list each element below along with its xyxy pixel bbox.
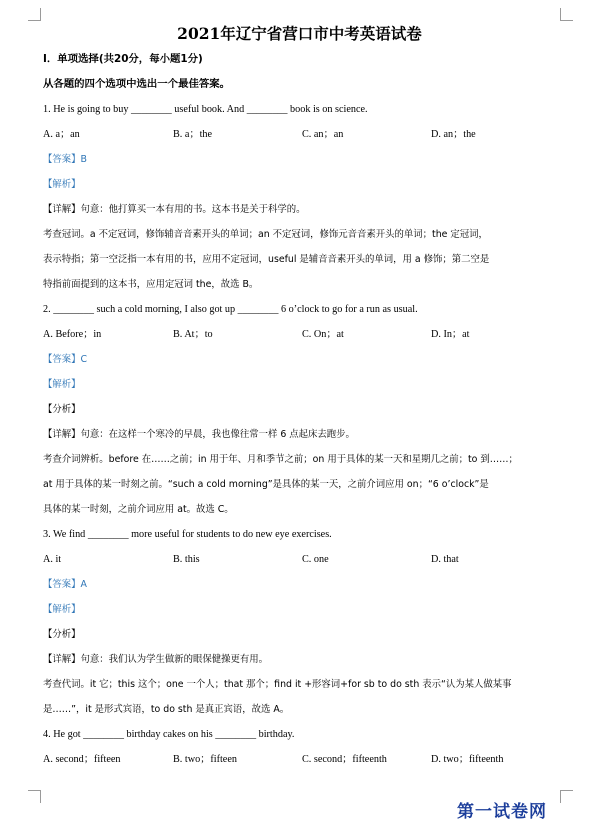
q4-option-b: B. two；fifteen: [173, 754, 237, 765]
q2-detail-line: at 用于具体的某一时刻之前。“such a cold morning”是具体的某一天，之前介词应用 on；“6 o’clock”是: [43, 479, 489, 490]
q4-option-c: C. second；fifteenth: [302, 754, 387, 765]
q2-fenxi-tag: 【分析】: [43, 404, 81, 415]
q1-answer: 【答案】B: [43, 154, 87, 165]
q2-option-c: C. On；at: [302, 329, 344, 340]
q4-option-d: D. two；fifteenth: [431, 754, 504, 765]
crop-mark-top-left: [28, 8, 41, 21]
question-1-stem: 1. He is going to buy ________ useful book. And ________ book is on science.: [43, 104, 368, 115]
q4-option-a: A. second；fifteen: [43, 754, 121, 765]
q2-detail-line: 考查介词辨析。before 在……之前；in 用于年、月和季节之前；on 用于具体的某一天和星期几之前；to 到……；: [43, 454, 518, 465]
site-watermark: 第一试卷网: [457, 802, 547, 822]
q1-option-d: D. an；the: [431, 129, 476, 140]
q3-analysis-tag: 【解析】: [43, 604, 81, 615]
q2-analysis-tag: 【解析】: [43, 379, 81, 390]
crop-mark-top-right: [560, 8, 573, 21]
crop-mark-bottom-left: [28, 790, 41, 803]
question-3-stem: 3. We find ________ more useful for students to do new eye exercises.: [43, 529, 332, 540]
q1-option-a: A. a；an: [43, 129, 80, 140]
section-heading: I．单项选择(共20分，每小题1分): [43, 53, 203, 65]
q2-option-a: A. Before；in: [43, 329, 102, 340]
q3-detail-line: 是……”，it 是形式宾语，to do sth 是真正宾语，故选 A。: [43, 704, 290, 715]
q3-option-a: A. it: [43, 554, 62, 565]
q2-option-d: D. In；at: [431, 329, 470, 340]
q2-answer: 【答案】C: [43, 354, 88, 365]
q1-option-b: B. a；the: [173, 129, 213, 140]
q3-option-d: D. that: [431, 554, 459, 565]
q3-detail-line: 【详解】句意：我们认为学生做新的眼保健操更有用。: [43, 654, 269, 665]
section-instruction: 从各题的四个选项中选出一个最佳答案。: [43, 78, 231, 90]
q3-option-b: B. this: [173, 554, 200, 565]
crop-mark-bottom-right: [560, 790, 573, 803]
page-title: 2021年辽宁省营口市中考英语试卷: [177, 24, 422, 43]
q1-detail-line: 特指前面提到的这本书，应用定冠词 the，故选 B。: [43, 279, 259, 290]
question-4-stem: 4. He got ________ birthday cakes on his ________ birthday.: [43, 729, 295, 740]
q1-analysis-tag: 【解析】: [43, 179, 81, 190]
q1-detail-line: 【详解】句意：他打算买一本有用的书。这本书是关于科学的。: [43, 204, 306, 215]
q3-answer: 【答案】A: [43, 579, 87, 590]
q3-detail-line: 考查代词。it 它；this 这个；one 一个人；that 那个；find it +形容词+for sb to do sth 表示“认为某人做某事: [43, 679, 512, 690]
q1-detail-line: 表示特指；第一空泛指一本有用的书，应用不定冠词，useful 是辅音音素开头的单词，用 a 修饰；第二空是: [43, 254, 490, 265]
q1-option-c: C. an；an: [302, 129, 344, 140]
q3-fenxi-tag: 【分析】: [43, 629, 81, 640]
q1-detail-line: 考查冠词。a 不定冠词，修饰辅音音素开头的单词；an 不定冠词，修饰元音音素开头的单词；the 定冠词，: [43, 229, 488, 240]
q3-option-c: C. one: [302, 554, 329, 565]
q2-detail-line: 具体的某一时刻，之前介词应用 at。故选 C。: [43, 504, 234, 515]
q2-option-b: B. At；to: [173, 329, 213, 340]
q2-detail-line: 【详解】句意：在这样一个寒冷的早晨，我也像往常一样 6 点起床去跑步。: [43, 429, 355, 440]
question-2-stem: 2. ________ such a cold morning, I also got up ________ 6 o’clock to go for a run as usual.: [43, 304, 418, 315]
